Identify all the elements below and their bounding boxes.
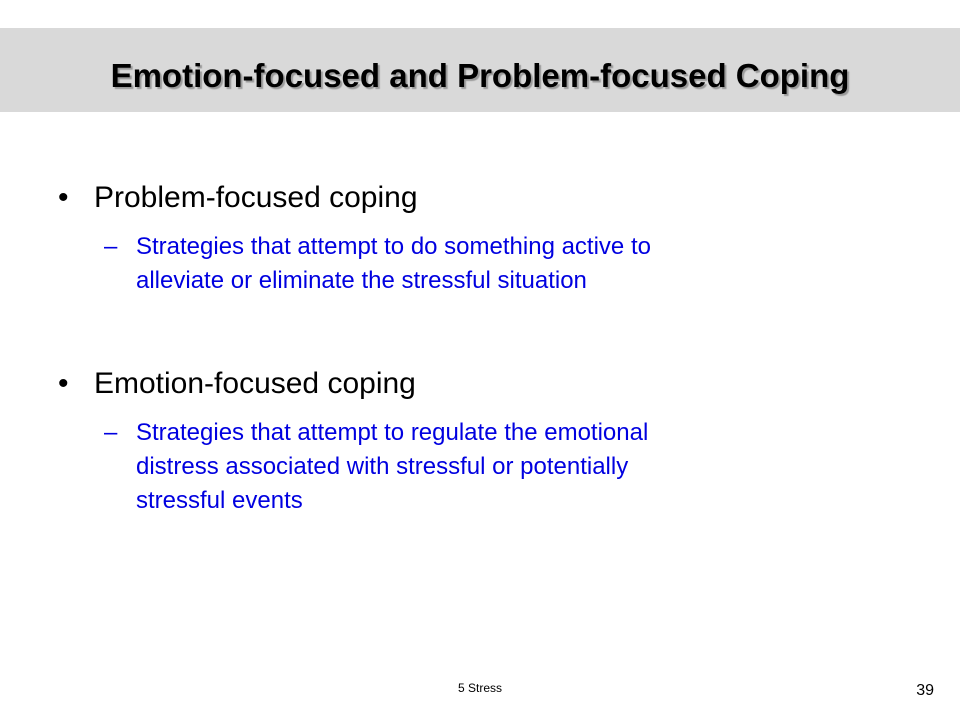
bullet-group-problem — [58, 176, 918, 298]
bullet-item — [58, 176, 918, 220]
slide-title: Emotion-focused and Problem-focused Coping — [110, 57, 850, 94]
sub-bullet-item — [104, 416, 918, 518]
bullet-item — [58, 362, 918, 406]
bullet-marker: • — [58, 181, 69, 214]
bullet-marker: • — [58, 367, 69, 400]
sub-bullet-line: stressful events — [136, 487, 303, 514]
sub-bullet-line: alleviate or eliminate the stressful situation — [136, 267, 587, 294]
sub-bullet-line: distress associated with stressful or potentially — [136, 453, 629, 480]
slide-content — [58, 176, 918, 518]
page-number: 39 — [916, 682, 934, 699]
sub-bullet-marker: – — [104, 233, 118, 260]
footer-text: 5 Stress — [457, 681, 502, 695]
sub-bullet-line: Strategies that attempt to do something active to — [136, 233, 651, 260]
bullet-group-emotion — [58, 362, 918, 518]
sub-bullet-line: Strategies that attempt to regulate the emotional — [136, 419, 649, 446]
bullet-text: Problem-focused coping — [94, 181, 418, 214]
sub-bullet-item — [104, 230, 918, 298]
bullet-text: Emotion-focused coping — [94, 367, 416, 400]
sub-bullet-marker: – — [104, 419, 118, 446]
